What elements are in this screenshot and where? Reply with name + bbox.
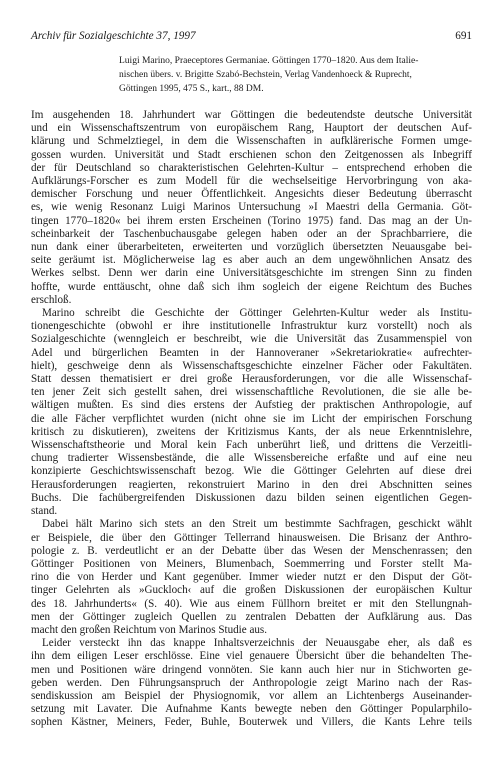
body-line: Herausforderungen reagierten, rekonstruiert Marino in den drei Abschnitten seines xyxy=(31,478,472,491)
reference-line: nischen übers. v. Brigitte Szabó-Bechstein, Verlag Vandenhoeck & Ruprecht, xyxy=(119,70,412,80)
body-line: gossen wurden. Universität und Stadt erschienen schon den Zeitgenossen als Inbegriff xyxy=(31,148,472,161)
body-line: erschloß. xyxy=(31,293,72,306)
body-line: Wissenschaftstheorie und Moral kein Fach unberührt ließ, und drittens die Verzeitli- xyxy=(31,439,472,452)
body-line: die alle Fächer verpflichtet wurden (nicht ohne sie im Licht der empirischen Forschung xyxy=(31,412,472,425)
body-line: wältigen mußten. Es sind dies erstens der Aufstieg der praktischen Anthropologie, auf xyxy=(31,399,472,412)
body-line: er Beispiele, die über den Göttinger Tellerrand hinausweisen. Die Brisanz der Anthro- xyxy=(31,531,472,544)
page-number: 691 xyxy=(455,30,472,42)
body-line: Dabei hält Marino sich stets an den Streit um bestimmte Sachfragen, geschickt wählt xyxy=(42,518,472,531)
body-line: geben werden. Den Führungsanspruch der Anthropologie zeigt Marino nach der Ras- xyxy=(31,676,472,689)
body-line: der für Deutschland so charakteristischen Gelehrten-Kultur – entsprechend erhoben die xyxy=(31,161,472,174)
body-line: es, wie wenig Resonanz Luigi Marinos Untersuchung »I Maestri della Germania. Göt- xyxy=(31,201,472,214)
body-line: Aufklärungs-Forscher es zum Modell für die wechselseitige Hervorbringung von aka- xyxy=(31,175,472,188)
body-line: sendiskussion am Beispiel der Physiognomik, vor allem an Lichtenbergs Auseinander- xyxy=(31,689,472,702)
body-line: Im ausgehenden 18. Jahrhundert war Göttingen die bedeutendste deutsche Universität xyxy=(31,109,472,121)
body-line: Statt dessen thematisiert er drei große Herausforderungen, vor die alle Wissenschaf- xyxy=(31,373,472,386)
body-line: Werkes selbst. Denn wer darin eine Universitätsgeschichte im strengen Sinn zu finden xyxy=(31,267,472,280)
journal-title: Archiv für Sozialgeschichte 37, 1997 xyxy=(31,30,196,42)
reference-line: Luigi Marino, Praeceptores Germaniae. Göttingen 1770–1820. Aus dem Italie- xyxy=(119,56,419,66)
body-line: nun dank einer überarbeiteten, erweiterten und vorzüglich übersetzten Neuausgabe bei- xyxy=(31,241,472,254)
body-line: klärung und Schmelztiegel, in dem die Wissenschaften in aufklärerische Formen umge- xyxy=(31,135,472,148)
body-line: Sozialgeschichte (wenngleich er beschreibt, wie die Universität das Zusammenspiel von xyxy=(31,333,472,346)
body-line: Adel und bürgerlichen Beamten in der Hannoveraner »Sekretariokratie« aufrechter- xyxy=(31,346,472,359)
body-line: und ein Wissenschaftszentrum von europäischem Rang, Hauptort der deutschen Auf- xyxy=(31,122,472,135)
body-line: Leider versteckt ihn das knappe Inhaltsverzeichnis der Neuausgabe eher, als daß es xyxy=(42,637,472,650)
body-line: Göttinger Positionen von Meiners, Blumenbach, Soemmerring und Forster stellt Ma- xyxy=(31,557,472,570)
body-line: des 18. Jahrhunderts« (S. 40). Wie aus einem Füllhorn breitet er mit den Stellungnah- xyxy=(31,597,472,610)
body-line: ten jener Zeit sich gestellt sahen, drei wissenschaftliche Revolutionen, die sie alle be- xyxy=(31,386,472,399)
body-line: Marino schreibt die Geschichte der Göttinger Gelehrten-Kultur weder als Institu- xyxy=(42,307,472,320)
reference-line: Göttingen 1995, 475 S., kart., 88 DM. xyxy=(119,84,264,94)
body-line: hoffte, wurde enttäuscht, ohne daß sich ihm sogleich der eigene Reichtum des Buches xyxy=(31,280,472,293)
body-line: konzipierte Geschichtswissenschaft bezog. Wie die Göttinger Gelehrten auf diese drei xyxy=(31,465,472,478)
body-line: tionengeschichte (obwohl er ihre institutionelle Infrastruktur kurz vorstellt) noch als xyxy=(31,320,472,333)
body-line: tingen 1770–1820« bei ihrem ersten Erscheinen (Torino 1975) fand. Das mag an der Un- xyxy=(31,214,472,227)
running-header xyxy=(31,30,472,42)
body-line: men und Positionen wäre dringend vonnöten. Sie kann auch hier nur in Stichworten ge- xyxy=(31,663,472,676)
body-line: scheinbarkeit der Taschenbuchausgabe gelegen haben oder an der Sprachbarriere, die xyxy=(31,227,472,240)
body-line: hielt), geschweige denn als Wissenschaftsgeschichte einzelner Fächer oder Fakultäten. xyxy=(31,359,472,372)
body-line: chung tradierter Wissensbestände, die alle Wissensbereiche erfaßte und auf eine neu xyxy=(31,452,472,465)
body-line: sophen Kästner, Meiners, Feder, Buhle, Bouterwek und Villers, die Kants Lehre teils xyxy=(31,716,472,729)
book-reference xyxy=(119,54,472,96)
body-line: ihn dem eiligen Leser erschlösse. Eine viel genauere Übersicht über die behandelten The- xyxy=(31,650,472,663)
body-line: men der Göttinger zugleich Quellen zu zentralen Debatten der Aufklärung aus. Das xyxy=(31,610,472,623)
body-line: pologie z. B. verdeutlicht er an der Debatte über das Wesen der Menschenrassen; den xyxy=(31,544,472,557)
body-line: Buchs. Die fachübergreifenden Diskussionen dazu bilden seinen eigentlichen Gegen- xyxy=(31,491,472,504)
body-line: setzung mit Lavater. Die Aufnahme Kants bewegte neben den Göttinger Popularphilo- xyxy=(31,703,472,716)
body-line: kritisch zu diskutieren), zweitens der Kritizismus Kants, der als neue Erkenntnislehre, xyxy=(31,425,472,438)
body-line: stand. xyxy=(31,505,58,518)
body-line: rino die von Herder und Kant gegenüber. Immer wieder nutzt er den Disput der Göt- xyxy=(31,571,472,584)
review-body-text xyxy=(31,109,472,730)
body-line: seite geräumt ist. Möglicherweise lag es aber auch an dem ungewöhnlichen Ansatz des xyxy=(31,254,472,267)
body-line: macht den großen Reichtum von Marinos Studie aus. xyxy=(31,623,268,636)
body-line: tinger Gelehrten als »Guckloch‹ auf die großen Diskussionen der europäischen Kultur xyxy=(31,584,472,597)
body-line: demischer Forschung und neuer Öffentlichkeit. Angesichts dieser Bedeutung überrascht xyxy=(31,188,472,201)
